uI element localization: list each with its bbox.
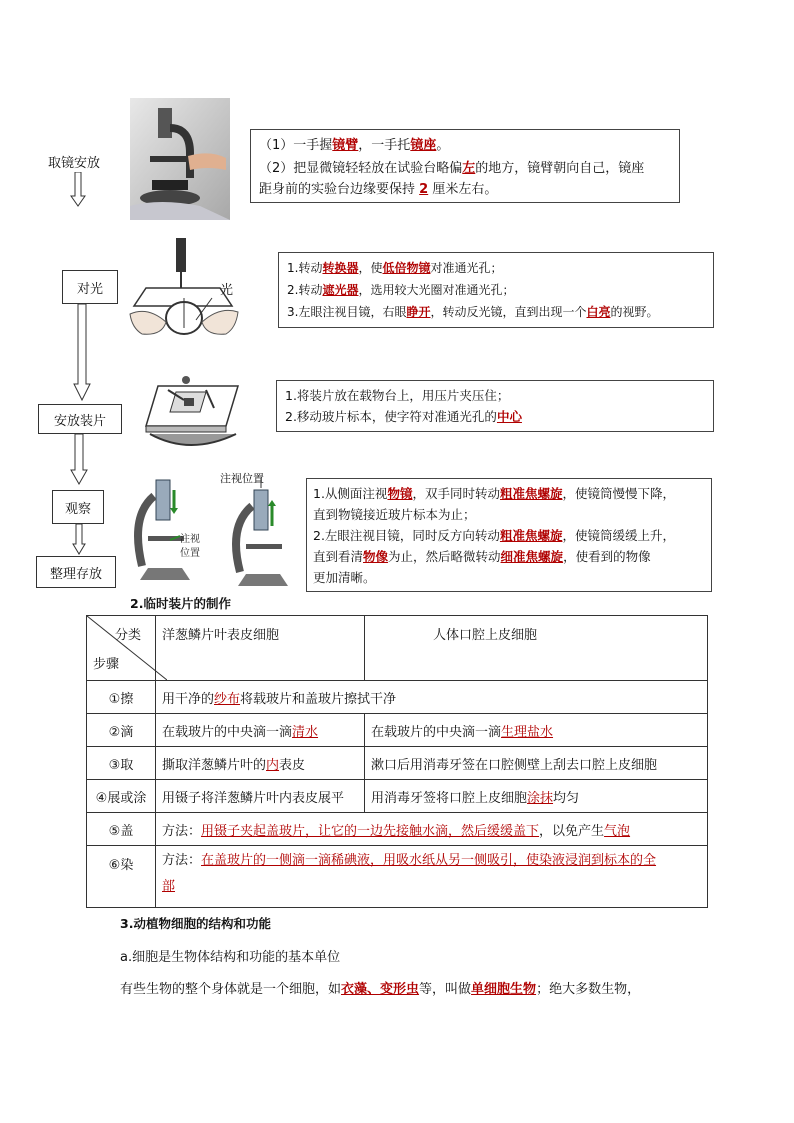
take-microscope-box: （1）一手握镜臂，一手托镜座。 （2）把显微镜轻轻放在试验台略偏左的地方，镜臂朝向自己，镜座 距身前的实验台边缘要保持 2 厘米左右。 [250,129,680,203]
section-3-sub-a: a.细胞是生物体结构和功能的基本单位 [120,950,341,965]
table-row: ⑤盖 方法：用镊子夹起盖玻片，让它的一边先接触水滴，然后缓缓盖下，以免产生气泡 [87,813,708,846]
col-header-oral: 人体口腔上皮细胞 [365,616,708,681]
observation-illustration [130,476,300,592]
table-row: ③取 撕取洋葱鳞片叶的内表皮 漱口后用消毒牙签在口腔侧壁上刮去口腔上皮细胞 [87,747,708,780]
watch-side-label-2: 位置 [180,548,200,559]
observe-box: 1.从侧面注视物镜，双手同时转动粗准焦螺旋，使镜筒慢慢下降， 直到物镜接近玻片标本为止； 2.左眼注视目镜，同时反方向转动粗准焦螺旋，使镜筒缓缓上升， 直到看清物像为止，然后略微转动细准焦螺旋，使看到的物像 更加清晰。 [306,478,712,592]
flow-step-store: 整理存放 [36,556,116,588]
flow-step-observe: 观察 [52,490,104,524]
slide-stage-illustration [140,372,244,452]
table-row: ⑥染 方法：在盖玻片的一侧滴一滴稀碘液，用吸水纸从另一侧吸引，使染液浸润到标本的全 部 [87,846,708,908]
light-alignment-illustration [128,236,246,342]
watch-position-top-label: 注视位置 [220,472,264,485]
down-arrow-icon [70,434,88,486]
flow-step-take-microscope: 取镜安放 [48,156,101,171]
section-2-title: 2.临时装片的制作 [130,596,231,611]
down-arrow-icon [73,304,91,402]
section-3-paragraph: 有些生物的整个身体就是一个细胞，如衣藻、变形虫等，叫做单细胞生物；绝大多数生物， [120,982,641,997]
slide-preparation-table [86,615,708,908]
light-label: 光 [220,283,234,298]
place-slide-box: 1.将装片放在载物台上，用压片夹压住； 2.移动玻片标本，使字符对准通光孔的中心 [276,380,714,432]
section-3-title: 3.动植物细胞的结构和功能 [120,916,271,931]
corner-top-label: 分类 [114,628,141,643]
down-arrow-icon [70,172,86,208]
down-arrow-icon [72,524,86,556]
col-header-onion: 洋葱鳞片叶表皮细胞 [156,616,365,681]
table-corner-cell [87,616,156,681]
table-row: ②滴 在载玻片的中央滴一滴清水 在载玻片的中央滴一滴生理盐水 [87,714,708,747]
microscope-photo [130,98,230,220]
corner-bottom-label: 步骤 [93,657,120,672]
flow-step-light-alignment: 对光 [62,270,118,304]
light-alignment-box: 1.转动转换器，使低倍物镜对准通光孔； 2.转动遮光器，选用较大光圈对准通光孔； 3.左眼注视目镜，右眼睁开，转动反光镜，直到出现一个白亮的视野。 [278,252,714,328]
table-row: ①擦 用干净的纱布将载玻片和盖玻片擦拭干净 [87,681,708,714]
table-row: ④展或涂 用镊子将洋葱鳞片叶内表皮展平 用消毒牙签将口腔上皮细胞涂抹均匀 [87,780,708,813]
flow-step-place-slide: 安放装片 [38,404,122,434]
watch-side-label-1: 注视 [180,534,200,545]
